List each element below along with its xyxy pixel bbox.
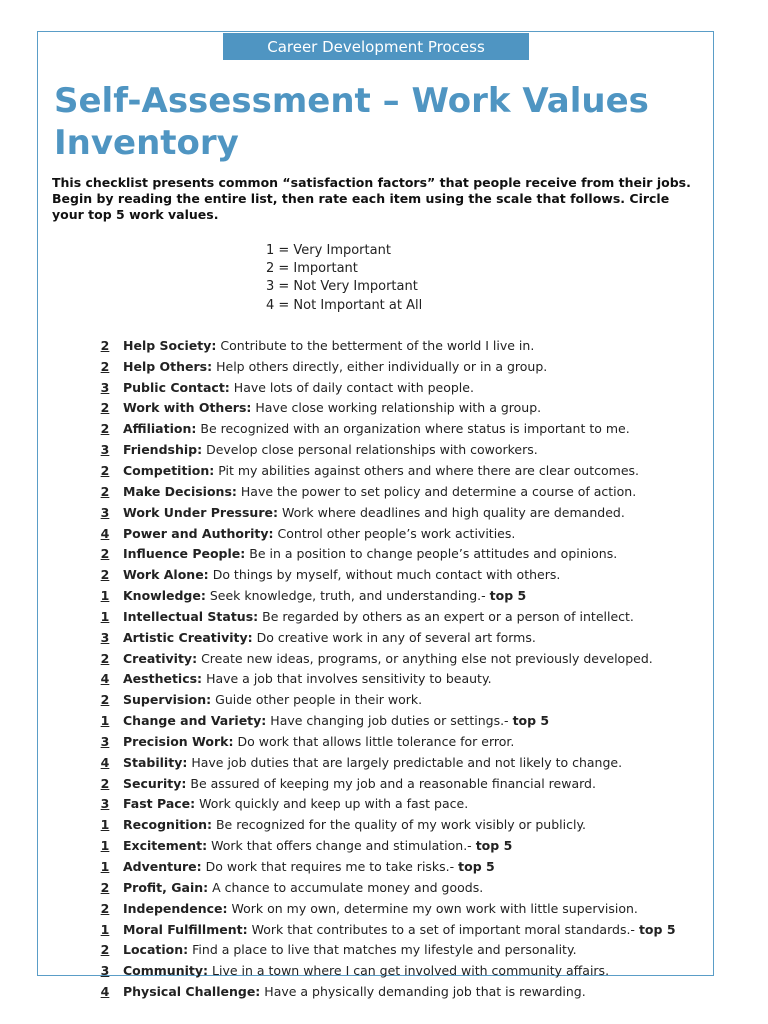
work-value-item xyxy=(98,856,718,877)
work-value-item xyxy=(98,564,718,585)
rating-value: 1 xyxy=(100,838,110,854)
work-value-item xyxy=(98,689,718,710)
work-value-name: Work Under Pressure: xyxy=(123,504,278,520)
rating-value: 3 xyxy=(100,733,110,749)
work-value-item xyxy=(98,335,718,356)
rating-value: 2 xyxy=(100,483,110,499)
rating-value: 3 xyxy=(100,504,110,520)
work-value-item xyxy=(98,439,718,460)
work-value-description: Have the power to set policy and determine a course of action. xyxy=(240,483,637,499)
work-value-name: Intellectual Status: xyxy=(123,608,259,624)
work-value-name: Excitement: xyxy=(123,838,208,854)
work-value-description: Do things by myself, without much contact with others. xyxy=(212,567,561,583)
rating-value: 4 xyxy=(100,754,110,770)
work-value-name: Work Alone: xyxy=(123,567,209,583)
work-value-description: Contribute to the betterment of the world I live in. xyxy=(220,337,535,353)
work-value-name: Friendship: xyxy=(123,442,203,458)
work-value-item xyxy=(98,919,718,940)
work-value-name: Fast Pace: xyxy=(123,796,196,812)
work-value-item xyxy=(98,377,718,398)
work-value-item xyxy=(98,939,718,960)
work-value-description: Find a place to live that matches my lifestyle and personality. xyxy=(192,942,577,958)
work-value-name: Influence People: xyxy=(123,546,246,562)
work-value-description: Work where deadlines and high quality are demanded. xyxy=(281,504,625,520)
work-value-name: Help Others: xyxy=(123,358,213,374)
work-value-name: Profit, Gain: xyxy=(123,879,209,895)
work-value-item xyxy=(98,356,718,377)
work-value-description: Be assured of keeping my job and a reasonable financial reward. xyxy=(190,775,596,791)
work-values-list xyxy=(98,335,718,1002)
work-value-name: Public Contact: xyxy=(123,379,230,395)
rating-value: 2 xyxy=(100,462,110,478)
work-value-item xyxy=(98,814,718,835)
work-value-name: Help Society: xyxy=(123,337,217,353)
work-value-item xyxy=(98,981,718,1002)
work-value-item xyxy=(98,898,718,919)
work-value-name: Community: xyxy=(123,963,209,979)
work-value-description: Guide other people in their work. xyxy=(215,692,423,708)
work-value-description: Help others directly, either individually or in a group. xyxy=(216,358,548,374)
work-value-name: Power and Authority: xyxy=(123,525,274,541)
work-value-description: Work that contributes to a set of important moral standards.- xyxy=(251,921,635,937)
scale-item: 2 = Important xyxy=(266,261,358,277)
work-value-description: Have job duties that are largely predictable and not likely to change. xyxy=(191,754,623,770)
work-value-name: Independence: xyxy=(123,900,228,916)
rating-scale xyxy=(266,242,422,315)
rating-value: 2 xyxy=(100,567,110,583)
work-value-item xyxy=(98,710,718,731)
work-value-name: Change and Variety: xyxy=(123,713,267,729)
work-value-item xyxy=(98,648,718,669)
work-value-item xyxy=(98,398,718,419)
rating-value: 3 xyxy=(100,796,110,812)
rating-value: 2 xyxy=(100,337,110,353)
work-value-name: Affiliation: xyxy=(123,421,197,437)
work-value-item xyxy=(98,481,718,502)
top5-marker: top 5 xyxy=(512,713,550,729)
work-value-description: A chance to accumulate money and goods. xyxy=(212,879,484,895)
work-value-description: Do work that requires me to take risks.- xyxy=(205,859,455,875)
work-value-description: Be in a position to change people’s attitudes and opinions. xyxy=(249,546,618,562)
rating-value: 2 xyxy=(100,358,110,374)
work-value-description: Be recognized with an organization where status is important to me. xyxy=(200,421,630,437)
page-title: Self-Assessment – Work Values Inventory xyxy=(54,81,649,163)
work-value-item xyxy=(98,835,718,856)
rating-value: 2 xyxy=(100,879,110,895)
work-value-name: Location: xyxy=(123,942,189,958)
work-value-item xyxy=(98,502,718,523)
rating-value: 2 xyxy=(100,546,110,562)
work-value-item xyxy=(98,794,718,815)
work-value-name: Stability: xyxy=(123,754,188,770)
work-value-item xyxy=(98,418,718,439)
work-value-item xyxy=(98,585,718,606)
work-value-description: Do work that allows little tolerance for error. xyxy=(237,733,515,749)
work-value-description: Have changing job duties or settings.- xyxy=(270,713,509,729)
rating-value: 1 xyxy=(100,608,110,624)
work-value-description: Pit my abilities against others and where there are clear outcomes. xyxy=(218,462,640,478)
rating-value: 1 xyxy=(100,588,110,604)
work-value-name: Creativity: xyxy=(123,650,198,666)
work-value-name: Security: xyxy=(123,775,187,791)
top5-marker: top 5 xyxy=(458,859,495,875)
scale-item: 1 = Very Important xyxy=(266,243,391,258)
intro-paragraph: This checklist presents common “satisfaction factors” that people receive from their jobs. Begin by reading the entire list, then rate each item using the scale that follows. Circle your top 5 work values. xyxy=(52,175,691,222)
rating-value: 4 xyxy=(100,671,110,687)
rating-value: 2 xyxy=(100,400,110,416)
work-value-name: Adventure: xyxy=(123,859,202,875)
work-value-item xyxy=(98,669,718,690)
rating-value: 2 xyxy=(100,900,110,916)
work-value-item xyxy=(98,773,718,794)
work-value-description: Work on my own, determine my own work with little supervision. xyxy=(231,900,638,916)
work-value-description: Do creative work in any of several art forms. xyxy=(256,629,536,645)
work-value-description: Work that offers change and stimulation.- xyxy=(211,838,472,854)
top5-marker: top 5 xyxy=(638,921,676,937)
header-band-label: Career Development Process xyxy=(267,37,485,56)
rating-value: 2 xyxy=(100,942,110,958)
rating-value: 3 xyxy=(100,963,110,979)
work-value-name: Supervision: xyxy=(123,692,212,708)
work-value-description: Seek knowledge, truth, and understanding.- xyxy=(209,588,486,604)
top5-marker: top 5 xyxy=(489,588,527,604)
top5-marker: top 5 xyxy=(475,838,513,854)
work-value-item xyxy=(98,877,718,898)
work-value-description: Be regarded by others as an expert or a person of intellect. xyxy=(262,608,634,624)
header-band xyxy=(223,33,529,60)
rating-value: 3 xyxy=(100,379,110,395)
work-value-name: Precision Work: xyxy=(123,733,234,749)
scale-item: 3 = Not Very Important xyxy=(266,279,418,295)
work-value-item xyxy=(98,460,718,481)
work-value-name: Competition: xyxy=(123,462,215,478)
rating-value: 2 xyxy=(100,775,110,791)
work-value-item xyxy=(98,543,718,564)
work-value-item xyxy=(98,523,718,544)
work-value-name: Make Decisions: xyxy=(123,483,237,499)
work-value-item xyxy=(98,606,718,627)
work-value-description: Work quickly and keep up with a fast pace. xyxy=(199,796,469,812)
rating-value: 1 xyxy=(100,859,110,875)
work-value-item xyxy=(98,731,718,752)
work-value-description: Have lots of daily contact with people. xyxy=(233,379,474,395)
work-value-name: Moral Fulfillment: xyxy=(123,921,248,937)
work-value-description: Have a physically demanding job that is rewarding. xyxy=(264,984,586,1000)
rating-value: 1 xyxy=(100,921,110,937)
rating-value: 1 xyxy=(100,713,110,729)
work-value-item xyxy=(98,627,718,648)
work-value-name: Knowledge: xyxy=(123,588,206,604)
rating-value: 3 xyxy=(100,442,110,458)
work-value-item xyxy=(98,960,718,981)
work-value-description: Have a job that involves sensitivity to beauty. xyxy=(206,671,492,687)
work-value-name: Work with Others: xyxy=(123,400,252,416)
rating-value: 4 xyxy=(100,984,110,1000)
rating-value: 3 xyxy=(100,629,110,645)
work-value-description: Live in a town where I can get involved with community affairs. xyxy=(212,963,610,979)
rating-value: 1 xyxy=(100,817,110,833)
work-value-description: Develop close personal relationships with coworkers. xyxy=(206,442,538,458)
work-value-name: Recognition: xyxy=(123,817,212,833)
rating-value: 2 xyxy=(100,650,110,666)
work-value-description: Have close working relationship with a group. xyxy=(255,400,542,416)
rating-value: 2 xyxy=(100,421,110,437)
work-value-description: Create new ideas, programs, or anything else not previously developed. xyxy=(201,650,653,666)
rating-value: 2 xyxy=(100,692,110,708)
scale-item: 4 = Not Important at All xyxy=(266,297,423,313)
work-value-description: Control other people’s work activities. xyxy=(277,525,516,541)
rating-value: 4 xyxy=(100,525,110,541)
work-value-item xyxy=(98,752,718,773)
work-value-description: Be recognized for the quality of my work visibly or publicly. xyxy=(215,817,587,833)
work-value-name: Physical Challenge: xyxy=(123,984,261,1000)
work-value-name: Aesthetics: xyxy=(123,671,203,687)
work-value-name: Artistic Creativity: xyxy=(123,629,253,645)
